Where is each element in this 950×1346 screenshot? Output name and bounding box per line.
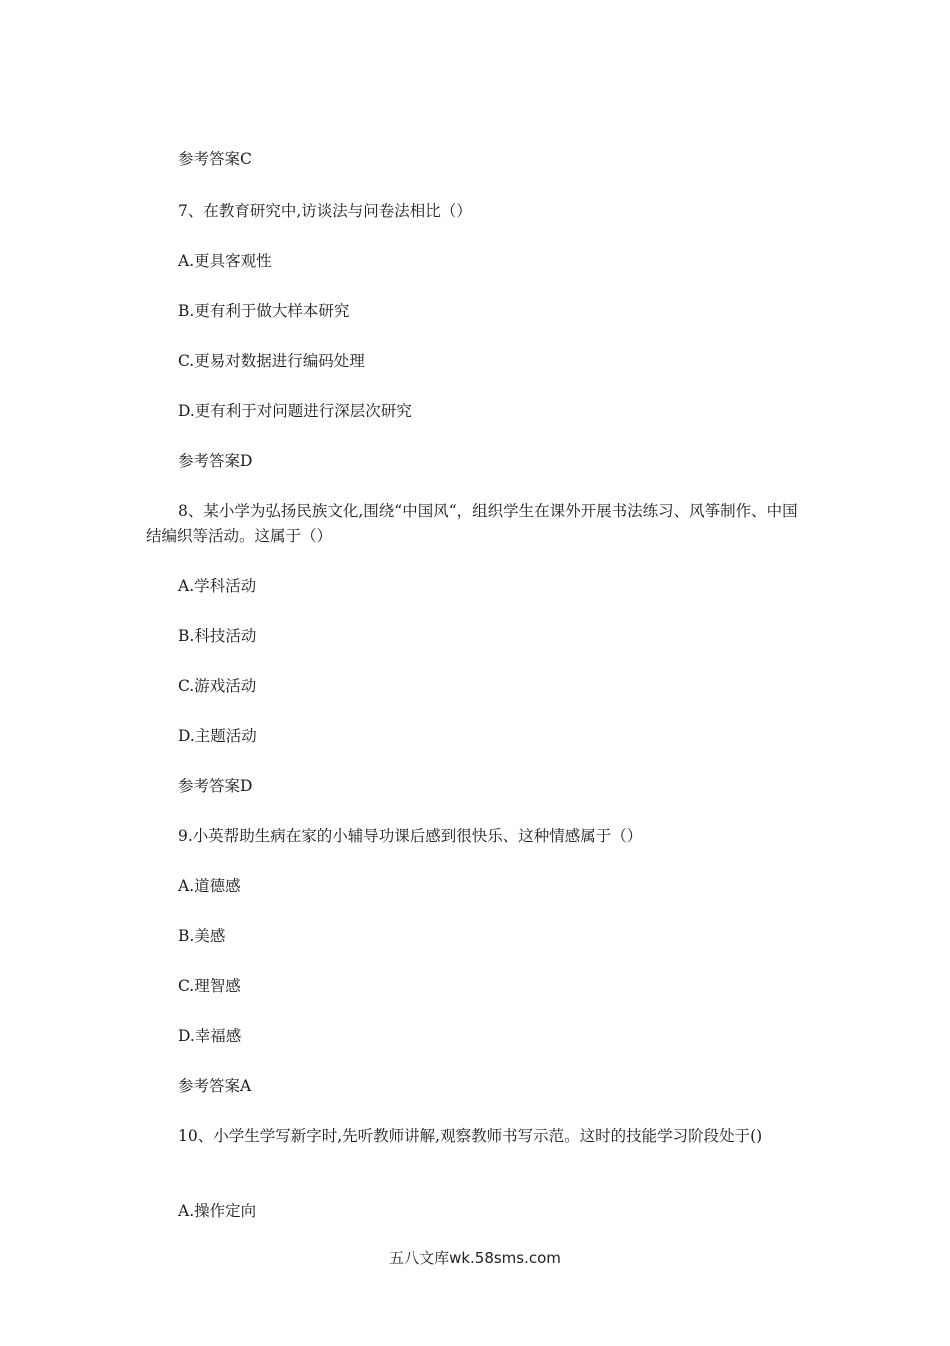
answer-6: 参考答案C xyxy=(178,150,252,168)
question-7-option-a: A.更具客观性 xyxy=(178,252,272,270)
question-8-option-a: A.学科活动 xyxy=(178,577,257,595)
question-8-option-b: B.科技活动 xyxy=(178,627,257,645)
question-10-stem: 10、小学生学写新字时,先听教师讲解,观察教师书写示范。这时的技能学习阶段处于() xyxy=(178,1127,763,1145)
question-9-option-d: D.幸福感 xyxy=(178,1027,242,1045)
question-8-option-c: C.游戏活动 xyxy=(178,677,257,695)
question-8-option-d: D.主题活动 xyxy=(178,727,257,745)
footer-watermark: 五八文库wk.58sms.com xyxy=(389,1249,561,1267)
question-9-option-c: C.理智感 xyxy=(178,977,241,995)
question-7-option-d: D.更有利于对问题进行深层次研究 xyxy=(178,402,412,420)
question-8-stem: 8、某小学为弘扬民族文化,围绕“中国风“，组织学生在课外开展书法练习、风筝制作、中国结编织等活动。这属于（） xyxy=(146,502,798,545)
answer-7: 参考答案D xyxy=(178,452,253,470)
answer-8: 参考答案D xyxy=(178,777,253,795)
answer-9: 参考答案A xyxy=(178,1077,252,1095)
question-7-option-c: C.更易对数据进行编码处理 xyxy=(178,352,365,370)
question-9-option-a: A.道德感 xyxy=(178,877,241,895)
question-10-option-a: A.操作定向 xyxy=(178,1202,257,1220)
question-9-option-b: B.美感 xyxy=(178,927,226,945)
question-7-stem: 7、在教育研究中,访谈法与问卷法相比（） xyxy=(178,202,472,220)
question-9-stem: 9.小英帮助生病在家的小辅导功课后感到很快乐、这种情感属于（） xyxy=(178,827,643,845)
question-7-option-b: B.更有利于做大样本研究 xyxy=(178,302,350,320)
